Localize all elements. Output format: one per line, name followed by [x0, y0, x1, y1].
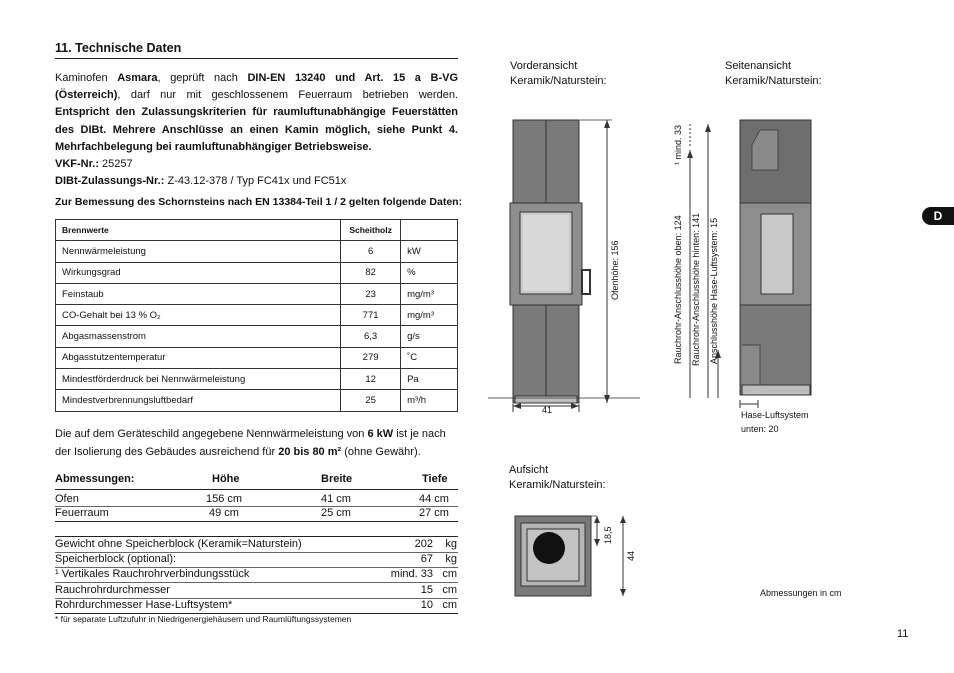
top-view-caption — [509, 463, 606, 493]
spec-label: Gewicht ohne Speicherblock (Keramik=Naturstein) — [55, 538, 302, 550]
combustion-data-table — [55, 219, 458, 412]
dimension-row-ofen — [55, 493, 458, 507]
table-row — [56, 347, 458, 368]
spec-value: 67 — [420, 553, 433, 565]
table-cell: Wirkungsgrad — [56, 262, 341, 283]
spec-row — [55, 599, 458, 613]
table-cell: 771 — [341, 305, 401, 326]
side-view-title: Seitenansicht — [725, 60, 792, 72]
spec-unit: cm — [442, 599, 457, 611]
vkf-value: 25257 — [99, 158, 133, 171]
dim-header-label: Abmessungen: — [55, 473, 135, 485]
dimensions-header — [55, 473, 458, 487]
dibt-label: DIBt-Zulassungs-Nr.: — [55, 175, 165, 188]
spec-unit: cm — [442, 584, 457, 596]
norm-text: DIN-EN 13240 und Art. 15 a B-VG (Österreich) — [55, 72, 459, 102]
dim-width: 41 cm — [321, 493, 351, 505]
table-row — [56, 369, 458, 390]
dim-44-label: 44 — [626, 550, 636, 561]
divider — [55, 489, 458, 490]
approval-text: Entspricht den Zulassungskriterien für raumluftunabhängige Feuerstätten des DIBt. Mehrere Anschlüsse an einen Kamin möglich, siehe Punkt 4. Mehrfachbelegung bei raumluftunabhängiger Betriebsweise. — [55, 106, 458, 153]
intro-paragraph — [55, 70, 458, 190]
table-cell: Pa — [401, 369, 458, 390]
table-cell: 25 — [341, 390, 401, 411]
table-row — [56, 283, 458, 304]
dim-height: 49 cm — [209, 507, 239, 519]
units-note: Abmessungen in cm — [760, 588, 842, 598]
divider — [55, 521, 458, 522]
dim-width: 25 cm — [321, 507, 351, 519]
spec-value: 202 — [414, 538, 433, 550]
table-cell: CO-Gehalt bei 13 % O₂ — [56, 305, 341, 326]
table-header-cell: Scheitholz — [341, 220, 401, 241]
table-cell: m³/h — [401, 390, 458, 411]
intro-text: Kaminofen — [55, 72, 118, 84]
spec-value: 10 — [420, 599, 433, 611]
rauch-hinten-label: Rauchrohr-Anschlusshöhe hinten: 141 — [691, 212, 701, 366]
table-cell: 12 — [341, 369, 401, 390]
side-view-caption — [725, 59, 822, 89]
table-cell: ˚C — [401, 347, 458, 368]
spec-unit: cm — [442, 568, 457, 580]
dim-label: Feuerraum — [55, 507, 109, 519]
divider — [55, 58, 458, 59]
dim-height: 156 cm — [206, 493, 243, 505]
side-view-drawing — [660, 100, 840, 420]
table-cell: Nennwärmeleistung — [56, 241, 341, 262]
top-view-subtitle: Keramik/Naturstein: — [509, 479, 606, 491]
model-name: Asmara — [117, 72, 158, 84]
spec-unit: kg — [445, 538, 457, 550]
spec-label: Speicherblock (optional): — [55, 553, 177, 565]
table-header-row — [56, 220, 458, 241]
spec-label: ¹ Vertikales Rauchrohrverbindungsstück — [55, 568, 250, 580]
width-41-label: 41 — [542, 405, 553, 415]
spec-label: Rauchrohrdurchmesser — [55, 584, 170, 596]
section-heading: 11. Technische Daten — [55, 41, 182, 55]
footnote: * für separate Luftzufuhr in Niedrigenergiehäusern und Raumlüftungssystemen — [55, 614, 352, 624]
hase-unten-line-2: unten: 20 — [741, 424, 779, 434]
spec-unit: kg — [445, 553, 457, 565]
table-row — [56, 326, 458, 347]
rauch-oben-label: Rauchrohr-Anschlusshöhe oben: 124 — [673, 215, 683, 364]
table-row — [56, 305, 458, 326]
dim-header-depth: Tiefe — [422, 473, 448, 485]
hase-hoehe-label: Anschlusshöhe Hase-Luftsystem: 15 — [709, 217, 719, 364]
dibt-value: Z-43.12-378 / Typ FC41x und FC51x — [164, 175, 347, 188]
table-cell: 6 — [341, 241, 401, 262]
table-heading: Zur Bemessung des Schornsteins nach EN 13384-Teil 1 / 2 gelten folgende Daten: — [55, 196, 463, 208]
table-cell: 82 — [341, 262, 401, 283]
table-cell: mg/m³ — [401, 305, 458, 326]
table-cell: 279 — [341, 347, 401, 368]
table-cell: Mindestverbrennungsluftbedarf — [56, 390, 341, 411]
table-header-cell: Brennwerte — [56, 220, 341, 241]
table-header-cell — [401, 220, 458, 241]
table-cell: Mindestförderdruck bei Nennwärmeleistung — [56, 369, 341, 390]
intro-text: , geprüft nach — [157, 72, 248, 84]
spec-value: mind. 33 — [390, 568, 433, 580]
front-view-caption — [510, 59, 607, 89]
table-cell: 23 — [341, 283, 401, 304]
dim-depth: 44 cm — [419, 493, 449, 505]
note-text: ist je nach der Isolierung des Gebäudes ausreichend für — [55, 428, 446, 458]
front-view-subtitle: Keramik/Naturstein: — [510, 75, 607, 87]
spec-label: Rohrdurchmesser Hase-Luftsystem* — [55, 599, 233, 611]
spec-value: 15 — [420, 584, 433, 596]
table-cell: Abgasmassenstrom — [56, 326, 341, 347]
table-cell: mg/m³ — [401, 283, 458, 304]
table-row — [56, 262, 458, 283]
heat-note — [55, 426, 458, 461]
table-row — [56, 390, 458, 411]
top-view-drawing — [505, 510, 645, 600]
dim-header-width: Breite — [321, 473, 353, 485]
spec-row — [55, 553, 458, 567]
intro-text: , darf nur mit geschlossenem Feuerraum betrieben werden. — [117, 89, 458, 102]
dim-label: Ofen — [55, 493, 79, 505]
language-badge: D — [922, 207, 954, 225]
note-bold: 6 kW — [367, 428, 394, 440]
note-text: (ohne Gewähr). — [341, 445, 421, 458]
table-cell: % — [401, 262, 458, 283]
vkf-label: VKF-Nr.: — [55, 158, 99, 171]
table-cell: Abgasstutzentemperatur — [56, 347, 341, 368]
hase-unten-label — [741, 408, 809, 436]
table-cell: Feinstaub — [56, 283, 341, 304]
table-cell: 6,3 — [341, 326, 401, 347]
hase-unten-line-1: Hase-Luftsystem — [741, 410, 809, 420]
divider — [55, 536, 458, 537]
ofenhoehe-label: Ofenhöhe: 156 — [610, 240, 620, 300]
table-cell: kW — [401, 241, 458, 262]
table-cell: g/s — [401, 326, 458, 347]
note-bold: 20 bis 80 m² — [278, 445, 342, 458]
dim-header-height: Höhe — [212, 473, 240, 485]
dim-185-label: 18,5 — [603, 526, 613, 544]
dim-depth: 27 cm — [419, 507, 449, 519]
side-view-subtitle: Keramik/Naturstein: — [725, 75, 822, 87]
divider — [55, 582, 458, 583]
dimension-row-feuerraum — [55, 507, 458, 521]
front-view-title: Vorderansicht — [510, 60, 578, 72]
spec-row — [55, 584, 458, 598]
spec-row — [55, 538, 458, 552]
mind33-label: ¹ mind. 33 — [673, 124, 683, 165]
top-view-title: Aufsicht — [509, 464, 549, 476]
spec-row — [55, 568, 458, 582]
note-text: Die auf dem Geräteschild angegebene Nennwärmeleistung von — [55, 428, 368, 440]
table-row — [56, 241, 458, 262]
page-number: 11 — [897, 628, 909, 640]
